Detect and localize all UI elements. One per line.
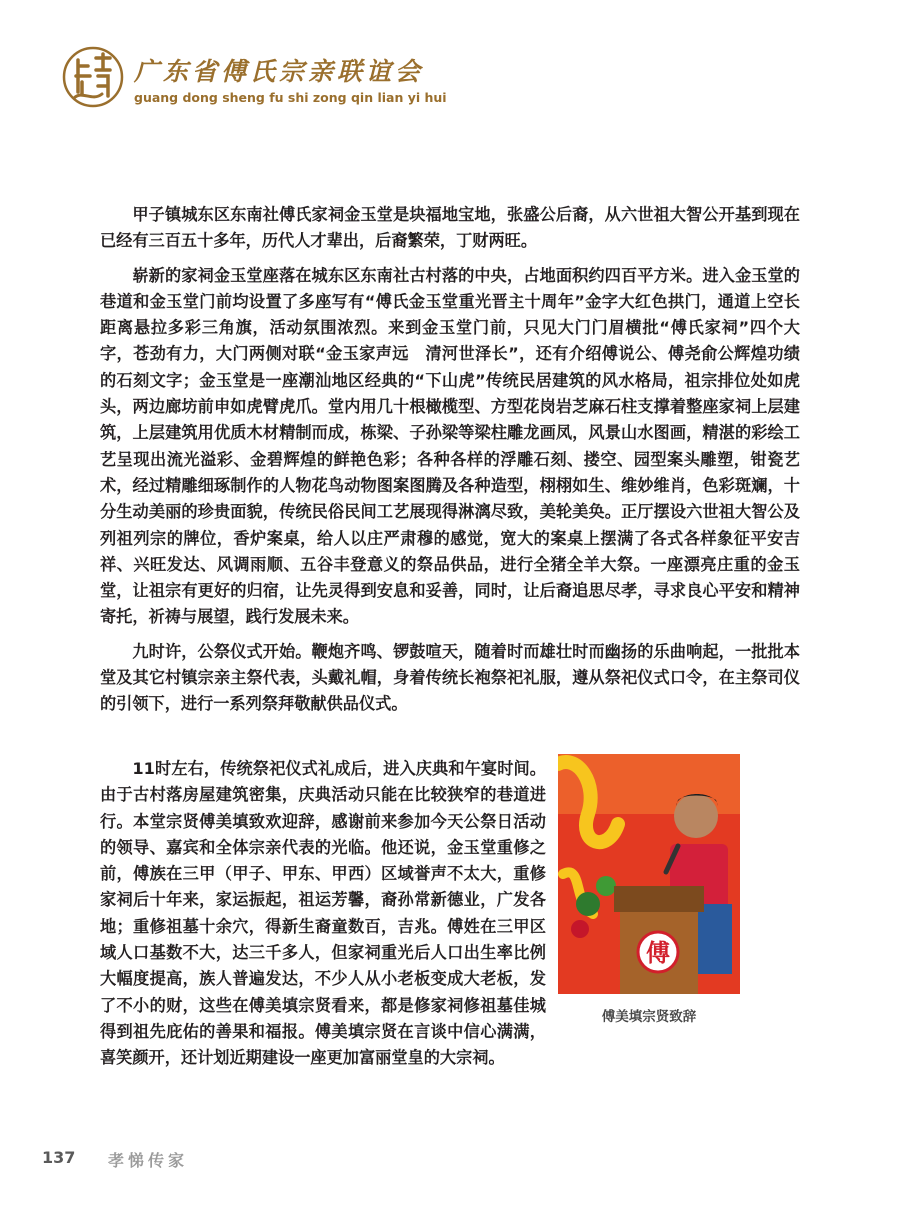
association-seal-logo	[62, 46, 124, 108]
paragraph: 九时许，公祭仪式开始。鞭炮齐鸣、锣鼓喧天，随着时而雄壮时而幽扬的乐曲响起，一批批本堂及其它村镇宗亲主祭代表，头戴礼帽，身着传统长袍祭祀礼服，遵从祭祀仪式口令，在主祭司仪的引领下，进行一系列祭拜敬献供品仪式。	[100, 641, 800, 714]
association-title: 广东省傅氏宗亲联谊会	[134, 57, 425, 86]
photo-caption: 傅美填宗贤致辞	[601, 1009, 697, 1025]
podium-character: 傅	[646, 939, 670, 967]
article-body	[100, 202, 800, 726]
speaker-photo	[558, 754, 740, 994]
paragraph: 崭新的家祠金玉堂座落在城东区东南社古村落的中央，占地面积约四百平方米。进入金玉堂的巷道和金玉堂门前均设置了多座写有“傅氏金玉堂重光晋主十周年”金字大红色拱门，通道上空长距离悬拉多彩三角旗，活动氛围浓烈。来到金玉堂门前，只见大门门眉横批“傅氏家祠”四个大字，苍劲有力，大门两侧对联“金玉家声远 清河世泽长”，还有介绍傅说公、傅尧俞公辉煌功绩的石刻文字；金玉堂是一座潮汕地区经典的“下山虎”传统民居建筑的风水格局，祖宗排位处如虎头，两边廊坊前申如虎臂虎爪。堂内用几十根橄榄型、方型花岗岩芝麻石柱支撑着整座家祠上层建筑，上层建筑用优质木材精制而成，栋梁、子孙梁等梁柱雕龙画凤，风景山水图画，精湛的彩绘工艺呈现出流光溢彩、金碧辉煌的鲜艳色彩；各种各样的浮雕石刻、搂空、园型案头雕塑，钳瓷艺术，经过精雕细琢制作的人物花鸟动物图案图腾及各种造型，栩栩如生、维妙维肖，色彩斑斓，十分生动美丽的珍贵面貌，传统民俗民间工艺展现得淋漓尽致，美轮美奂。正厅摆设六世祖大智公及列祖列宗的牌位，香炉案桌，给人以庄严肃穆的感觉，宽大的案桌上摆满了各式各样象征平安吉祥、兴旺发达、风调雨顺、五谷丰登意义的祭品供品，进行全猪全羊大祭。一座漂亮庄重的金玉堂，让祖宗有更好的归宿，让先灵得到安息和妥善，同时，让后裔追思尽孝，寻求良心平安和精神寄托，祈祷与展望，践行发展未来。	[100, 265, 800, 627]
paragraph-with-photo: 11时左右，传统祭祀仪式礼成后，进入庆典和午宴时间。由于古村落房屋建筑密集，庆典活动只能在比较狭窄的巷道进行。本堂宗贤傅美填致欢迎辞，感谢前来参加今天公祭日活动的领导、嘉宾和全体宗亲代表的光临。他还说，金玉堂重修之前，傅族在三甲（甲子、甲东、甲西）区域誉声不太大，重修家祠后十年来，家运振起，祖运芳馨，裔孙常新德业，广发各地；重修祖墓十余穴，得新生裔童数百，吉兆。傅姓在三甲区域人口基数不大，达三千多人，但家祠重光后人口出生率比例大幅度提高，族人普遍发达，不少人从小老板变成大老板，发了不小的财，这些在傅美填宗贤看来，都是修家祠修祖墓佳城得到祖先庇佑的善果和福报。傅美填宗贤在言谈中信心满满，喜笑颜开，还计划近期建设一座更加富丽堂皇的大宗祠。	[100, 759, 546, 1068]
page-number: 137	[42, 1148, 76, 1167]
paragraph: 甲子镇城东区东南社傅氏家祠金玉堂是块福地宝地，张盛公后裔，从六世祖大智公开基到现在已经有三百五十多年，历代人才辈出，后裔繁荣，丁财两旺。	[100, 205, 800, 251]
page-header	[62, 44, 462, 114]
association-pinyin: guang dong sheng fu shi zong qin lian yi hui	[134, 90, 447, 105]
footer-section-title: 孝悌传家	[108, 1151, 189, 1170]
